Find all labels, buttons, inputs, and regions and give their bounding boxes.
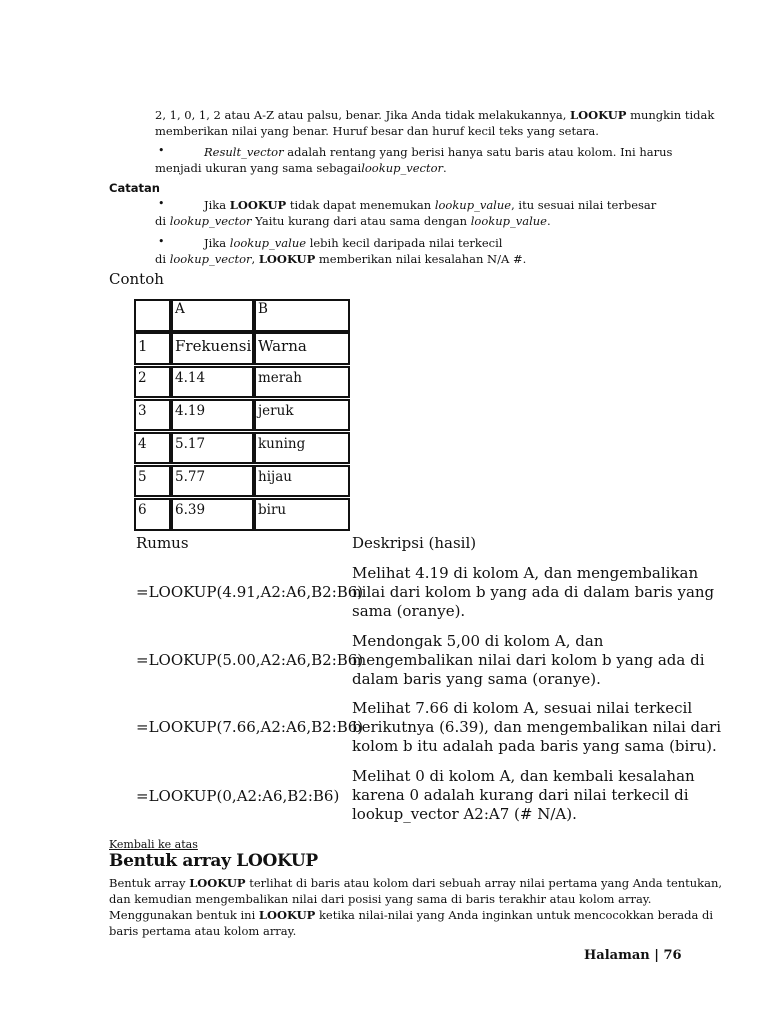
description-cell [352, 767, 695, 824]
lookup-keyword: LOOKUP [258, 252, 316, 266]
note-1-line-1 [204, 198, 656, 212]
italic-term: lookup_vector [169, 252, 252, 266]
table-cell: B [254, 299, 350, 332]
table-cell: 5 [134, 465, 171, 497]
table-cell: merah [254, 366, 350, 398]
table-cell: 5.77 [171, 465, 254, 497]
note-2-line-2 [155, 252, 526, 266]
bullet-text: menjadi ukuran yang sama sebagai [155, 161, 362, 175]
array-para-line-1 [109, 876, 722, 890]
note-text: di [155, 214, 170, 228]
note-text: Jika [204, 236, 230, 250]
intro-line-1 [155, 108, 714, 122]
para-text: terlihat di baris atau kolom dari sebuah array nilai pertama yang Anda tentukan, [245, 876, 723, 890]
lookup-keyword: LOOKUP [229, 198, 287, 212]
table-cell: 2 [134, 366, 171, 398]
array-para-line-3 [109, 908, 713, 922]
page-footer [584, 948, 682, 963]
page-label: Halaman [584, 948, 650, 963]
table-cell [134, 299, 171, 332]
description-cell [352, 632, 705, 689]
bullet-icon: • [158, 144, 165, 157]
para-text: Bentuk array [109, 876, 190, 890]
description-line: nilai dari kolom b yang ada di dalam baris yang [352, 583, 715, 601]
table-cell: jeruk [254, 399, 350, 431]
bullet-text: . [443, 161, 447, 175]
description-line: karena 0 adalah kurang dari nilai terkecil di [352, 786, 689, 804]
note-text: lebih kecil daripada nilai terkecil [306, 236, 503, 250]
result-vector-line-2 [155, 161, 447, 175]
bullet-icon: • [158, 235, 165, 248]
table-cell: 1 [134, 332, 171, 365]
note-1-line-2 [155, 214, 551, 228]
page-number: 76 [663, 948, 682, 963]
description-line: lookup_vector A2:A7 (# N/A). [352, 805, 577, 823]
note-text: di [155, 252, 170, 266]
note-text: memberikan nilai kesalahan N/A #. [315, 252, 527, 266]
intro-line-2: memberikan nilai yang benar. Huruf besar dan huruf kecil teks yang setara. [155, 124, 599, 138]
table-cell: 5.17 [171, 432, 254, 464]
bullet-icon: • [158, 197, 165, 210]
italic-term: lookup_value [229, 236, 307, 250]
note-text: . [546, 214, 551, 228]
note-text: , [251, 252, 259, 266]
table-cell: 3 [134, 399, 171, 431]
description-line: mengembalikan nilai dari kolom b yang ada di [352, 651, 705, 669]
note-text: Yaitu kurang dari atau sama dengan [251, 214, 471, 228]
description-line: Melihat 4.19 di kolom A, dan mengembalikan [352, 564, 699, 582]
formula-cell: =LOOKUP(4.91,A2:A6,B2:B6) [136, 583, 364, 601]
table-cell: 6 [134, 498, 171, 531]
para-text: Menggunakan bentuk ini [109, 908, 259, 922]
table-cell: biru [254, 498, 350, 531]
example-heading: Contoh [109, 270, 164, 288]
italic-term: Result_vector [204, 145, 284, 159]
table-cell: 4.14 [171, 366, 254, 398]
description-line: kolom b itu adalah pada baris yang sama (biru). [352, 737, 717, 755]
description-line: Melihat 0 di kolom A, dan kembali kesalahan [352, 767, 695, 785]
description-col-header: Deskripsi (hasil) [352, 534, 477, 552]
note-2-line-1 [204, 236, 502, 250]
intro-text: mungkin tidak [626, 108, 715, 122]
table-cell: A [171, 299, 254, 332]
lookup-keyword: LOOKUP [189, 876, 246, 890]
table-cell: kuning [254, 432, 350, 464]
notes-heading: Catatan [109, 181, 160, 195]
lookup-keyword: LOOKUP [570, 108, 627, 122]
description-line: Mendongak 5,00 di kolom A, dan [352, 632, 604, 650]
table-cell: hijau [254, 465, 350, 497]
description-line: dalam baris yang sama (oranye). [352, 670, 601, 688]
formula-cell: =LOOKUP(7.66,A2:A6,B2:B6) [136, 718, 364, 736]
formula-cell: =LOOKUP(5.00,A2:A6,B2:B6) [136, 651, 364, 669]
array-para-line-4: baris pertama atau kolom array. [109, 924, 297, 938]
note-text: Jika [204, 198, 230, 212]
description-cell [352, 699, 721, 756]
italic-term: lookup_vector [361, 161, 444, 175]
table-cell: 4 [134, 432, 171, 464]
array-para-line-2: dan kemudian mengembalikan nilai dari posisi yang sama di baris terakhir atau kolom array. [109, 892, 652, 906]
back-to-top-link[interactable]: Kembali ke atas [109, 838, 198, 851]
note-text: tidak dapat menemukan [286, 198, 435, 212]
italic-term: lookup_value [470, 214, 547, 228]
formula-col-header: Rumus [136, 534, 189, 552]
lookup-keyword: LOOKUP [258, 908, 316, 922]
result-vector-line-1 [204, 145, 672, 159]
table-cell: Warna [254, 332, 350, 365]
description-line: berikutnya (6.39), dan mengembalikan nilai dari [352, 718, 722, 736]
description-line: Melihat 7.66 di kolom A, sesuai nilai terkecil [352, 699, 693, 717]
italic-term: lookup_value [434, 198, 512, 212]
page-separator: | [654, 948, 659, 963]
description-cell [352, 564, 714, 621]
italic-term: lookup_vector [169, 214, 252, 228]
formula-cell: =LOOKUP(0,A2:A6,B2:B6) [136, 787, 340, 805]
note-text: , itu sesuai nilai terbesar [511, 198, 657, 212]
bullet-text: adalah rentang yang berisi hanya satu baris atau kolom. Ini harus [283, 145, 673, 159]
intro-text: 2, 1, 0, 1, 2 atau A-Z atau palsu, benar. Jika Anda tidak melakukannya, [155, 108, 571, 122]
table-cell: Frekuensi [171, 332, 254, 365]
table-cell: 6.39 [171, 498, 254, 531]
para-text: ketika nilai-nilai yang Anda inginkan untuk mencocokkan berada di [315, 908, 714, 922]
description-line: sama (oranye). [352, 602, 466, 620]
array-section-heading: Bentuk array LOOKUP [109, 851, 318, 871]
table-cell: 4.19 [171, 399, 254, 431]
